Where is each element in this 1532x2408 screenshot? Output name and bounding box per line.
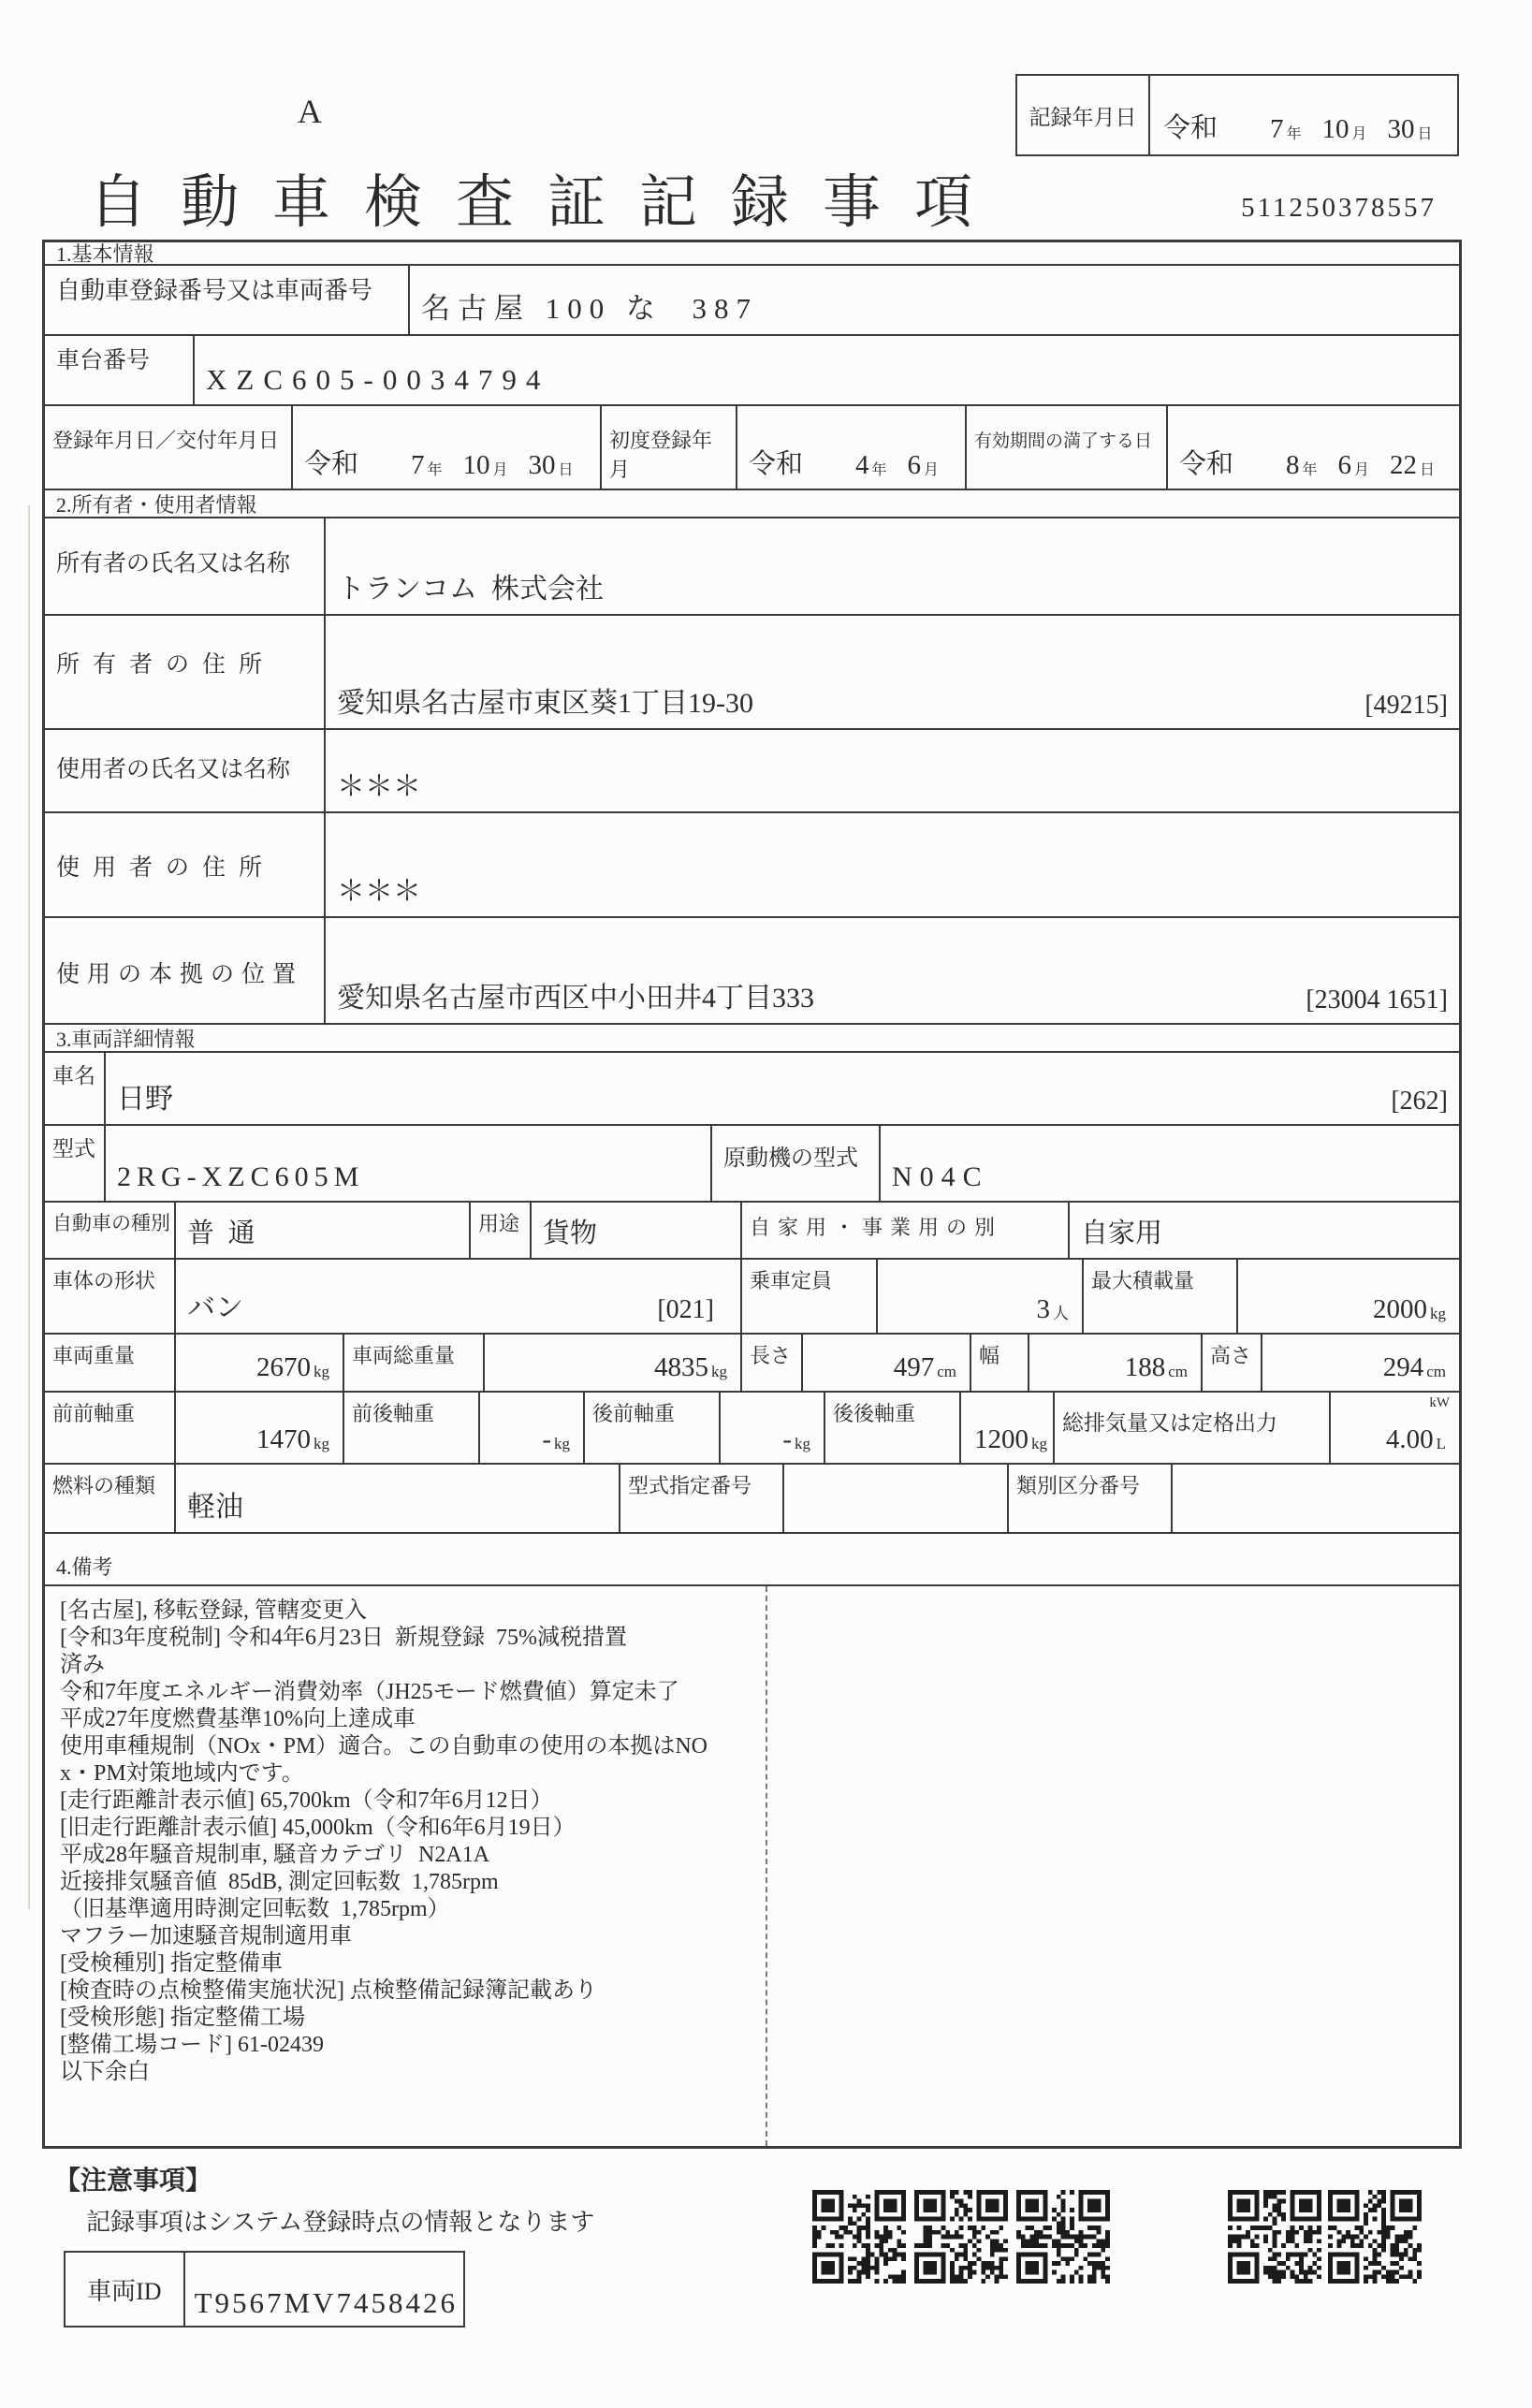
owner-address-code: [49215] [1364,691,1448,720]
axle-rear-front-label: 後前軸重 [585,1393,721,1463]
document-number: 511250378557 [1241,193,1437,223]
axle-rr-number: 1200 [974,1424,1029,1454]
axle-front-front-value [176,1393,344,1463]
axle-front-rear-value [480,1393,585,1463]
day-unit: 日 [1420,462,1436,478]
era-label: 令和 [1179,449,1234,479]
displacement-number: 4.00 [1385,1424,1434,1454]
remarks-divider [766,1586,767,2146]
vehicle-kind-label: 自動車の種別 [45,1203,176,1258]
year-unit: 年 [871,462,887,478]
gross-weight-label: 車両総重量 [344,1335,485,1391]
axle-rf-number: - [782,1424,792,1454]
record-date-label: 記録年月日 [1017,76,1150,154]
kg-unit: kg [314,1363,329,1380]
row-registration-number [45,266,1459,336]
max-load-label: 最大積載量 [1084,1260,1238,1333]
row-body-shape [45,1260,1459,1335]
car-name-text: 日野 [117,1084,173,1115]
row-user-name [45,730,1459,813]
row-base-location [45,918,1459,1025]
category-number-label: 類別区分番号 [1009,1465,1173,1532]
kg-unit: kg [795,1435,810,1452]
row-user-address [45,813,1459,918]
remarks-line: 令和7年度エネルギー消費効率（JH25モード燃費値）算定未了 [60,1680,679,1704]
vehicle-weight-value [176,1335,344,1391]
owner-address-value [326,616,1459,728]
vehicle-kind-value: 普 通 [176,1203,471,1258]
axle-front-front-label: 前前軸重 [45,1393,176,1463]
expiry-month: 6 [1337,450,1352,480]
user-name-value: ＊＊＊ [337,771,421,802]
axle-rear-front-value [721,1393,825,1463]
reg-year: 7 [411,450,425,480]
length-label: 長さ [742,1335,803,1391]
displacement-value [1331,1393,1459,1463]
engine-model-value: N04C [892,1161,989,1192]
month-unit: 月 [924,462,940,478]
weight-number: 2670 [256,1352,311,1382]
qr-code [1016,2190,1110,2284]
remarks-box [45,1586,1459,2146]
month-unit: 月 [1354,462,1370,478]
remarks-text [45,1586,708,2146]
kg-unit: kg [1031,1435,1047,1452]
remarks-line: [整備工場コード] 61-02439 [60,2033,324,2057]
kg-unit: kg [554,1435,570,1452]
width-label: 幅 [971,1335,1029,1391]
remarks-line: [検査時の点検整備実施状況] 点検整備記録簿記載あり [60,1978,597,2003]
vehicle-id-label: 車両ID [66,2253,185,2326]
capacity-value [878,1260,1084,1333]
private-business-label: 自家用・事業用の別 [742,1203,1070,1258]
row-car-name [45,1053,1459,1126]
day-unit: 日 [558,462,574,478]
row-registration-dates [45,406,1459,490]
first-reg-year: 4 [855,450,869,480]
axle-ff-number: 1470 [256,1424,311,1454]
cm-unit: cm [1168,1363,1188,1380]
year-unit: 年 [1302,462,1318,478]
registration-date-label: 登録年月日／交付年月日 [45,406,293,489]
use-value: 貨物 [532,1203,742,1258]
section-heading-remarks: 4.備考 [45,1534,1459,1586]
remarks-line: [受検種別] 指定整備車 [60,1951,283,1976]
registration-date-value [293,406,602,489]
record-table [42,240,1462,2149]
gross-number: 4835 [654,1352,708,1382]
base-location-value [326,918,1459,1023]
kg-unit: kg [1430,1305,1446,1322]
owner-name-value: トランコム 株式会社 [337,574,604,605]
expiry-year: 8 [1286,450,1300,480]
expiry-day: 22 [1390,450,1418,480]
remarks-line: （旧基準適用時測定回転数 1,785rpm） [60,1897,450,1921]
first-reg-month: 6 [907,450,922,480]
body-shape-label: 車体の形状 [45,1260,176,1333]
remarks-line: x・PM対策地域内です。 [60,1761,304,1786]
model-label: 型式 [45,1126,106,1201]
person-unit: 人 [1053,1305,1069,1322]
row-fuel-type [45,1465,1459,1534]
gross-weight-value [485,1335,742,1391]
body-shape-code: [021] [657,1295,714,1324]
first-registration-label: 初度登録年月 [602,406,737,489]
base-location-text: 愛知県名古屋市西区中小田井4丁目333 [337,983,814,1014]
private-business-value: 自家用 [1081,1219,1163,1248]
remarks-line: 平成27年度燃費基準10%向上達成車 [60,1707,416,1731]
width-number: 188 [1124,1352,1166,1382]
type-designation-value [784,1465,1009,1532]
record-date-value [1150,76,1457,154]
cm-unit: cm [1426,1363,1446,1380]
car-name-label: 車名 [45,1053,106,1124]
expiry-date-label: 有効期間の満了する日 [967,406,1168,489]
qr-code [914,2190,1008,2284]
page-title: 自動車検査証記録事項 [89,171,1007,235]
remarks-line: 使用車種規制（NOx・PM）適合。この自動車の使用の本拠はNO [60,1734,708,1759]
user-name-label: 使用者の氏名又は名称 [45,730,326,811]
row-axle-weights [45,1393,1459,1465]
width-value [1029,1335,1203,1391]
axle-front-rear-label: 前後軸重 [344,1393,480,1463]
user-address-label: 使用者の住所 [45,813,326,916]
remarks-line: 以下余白 [60,2060,150,2084]
axle-fr-number: - [542,1424,551,1454]
row-vehicle-kind [45,1203,1459,1260]
liter-unit: L [1436,1435,1446,1452]
year-unit: 年 [1286,126,1302,142]
registration-number-value: 名古屋 100 な 387 [421,292,758,325]
max-load-number: 2000 [1373,1294,1427,1324]
fuel-type-value: 軽油 [176,1465,620,1532]
owner-name-label: 所有者の氏名又は名称 [45,518,326,614]
car-name-code: [262] [1391,1087,1448,1116]
user-address-value: ＊＊＊ [337,876,421,907]
era-label: 令和 [304,449,359,479]
month-unit: 月 [492,462,508,478]
chassis-number-label: 車台番号 [45,336,195,404]
section-heading-vehicle: 3.車両詳細情報 [45,1025,1459,1053]
qr-code [1328,2190,1422,2284]
reg-day: 30 [528,450,556,480]
use-label: 用途 [471,1203,532,1258]
fuel-type-label: 燃料の種類 [45,1465,176,1532]
era-label: 令和 [1163,113,1218,143]
record-date-box [1015,74,1459,156]
record-year: 7 [1270,114,1284,144]
remarks-line: [令和3年度税制] 令和4年6月23日 新規登録 75%減税措置 [60,1626,627,1650]
row-owner-name [45,518,1459,616]
reg-month: 10 [462,450,490,480]
vehicle-id-box [64,2251,465,2328]
section-heading-owner: 2.所有者・使用者情報 [45,490,1459,518]
cm-unit: cm [937,1363,956,1380]
kw-unit: kW [1429,1395,1450,1410]
expiry-date-value [1168,406,1459,489]
remarks-line: [旧走行距離計表示値] 45,000km（令和6年6月19日） [60,1816,576,1840]
type-designation-label: 型式指定番号 [620,1465,784,1532]
capacity-number: 3 [1036,1294,1050,1324]
record-month: 10 [1321,114,1350,144]
row-weights-dimensions [45,1335,1459,1393]
kg-unit: kg [711,1363,727,1380]
capacity-label: 乗車定員 [742,1260,878,1333]
page-corner-label: A [298,93,322,130]
kg-unit: kg [314,1435,329,1452]
vehicle-weight-label: 車両重量 [45,1335,176,1391]
era-label: 令和 [749,449,804,479]
car-name-value [106,1053,1459,1124]
axle-rear-rear-label: 後後軸重 [825,1393,961,1463]
length-number: 497 [893,1352,935,1382]
body-shape-value [176,1260,742,1333]
engine-model-label: 原動機の型式 [712,1126,881,1201]
scan-edge-artifact [28,505,30,1909]
qr-code [1228,2190,1321,2284]
remarks-line: [走行距離計表示値] 65,700km（令和7年6月12日） [60,1788,553,1813]
notice-heading: 【注意事項】 [54,2167,212,2196]
record-day: 30 [1387,114,1415,144]
max-load-value [1238,1260,1459,1333]
body-shape-text: バン [187,1292,243,1323]
vehicle-id-value: T9567MV7458426 [194,2286,458,2319]
chassis-number-value: XZC605-0034794 [206,363,550,396]
year-unit: 年 [427,462,443,478]
remarks-line: マフラー加速騒音規制適用車 [60,1924,352,1948]
category-number-value [1173,1465,1459,1532]
registration-number-label: 自動車登録番号又は車両番号 [45,266,410,334]
notice-text: 記録事項はシステム登録時点の情報となります [86,2209,595,2236]
displacement-label: 総排気量又は定格出力 [1055,1393,1331,1463]
row-owner-address [45,616,1459,730]
section-heading-basic: 1.基本情報 [45,242,1459,266]
remarks-line: [名古屋], 移転登録, 管轄変更入 [60,1598,367,1623]
row-chassis-number [45,336,1459,406]
height-label: 高さ [1203,1335,1262,1391]
row-model [45,1126,1459,1203]
remarks-line: [受検形態] 指定整備工場 [60,2006,305,2030]
base-location-label: 使用の本拠の位置 [45,918,326,1023]
height-value [1262,1335,1459,1391]
owner-address-text: 愛知県名古屋市東区葵1丁目19-30 [337,688,753,719]
model-value: 2RG-XZC605M [106,1126,712,1201]
owner-address-label: 所有者の住所 [45,616,326,728]
height-number: 294 [1382,1352,1424,1382]
axle-rear-rear-value [961,1393,1055,1463]
length-value [803,1335,971,1391]
qr-code [812,2190,906,2284]
remarks-line: 近接排気騒音値 85dB, 測定回転数 1,785rpm [60,1870,499,1894]
remarks-line: 平成28年騒音規制車, 騒音カテゴリ N2A1A [60,1843,490,1867]
remarks-line: 済み [60,1653,105,1677]
day-unit: 日 [1417,126,1433,142]
first-registration-value [737,406,967,489]
base-location-code: [23004 1651] [1306,985,1448,1014]
month-unit: 月 [1351,126,1367,142]
